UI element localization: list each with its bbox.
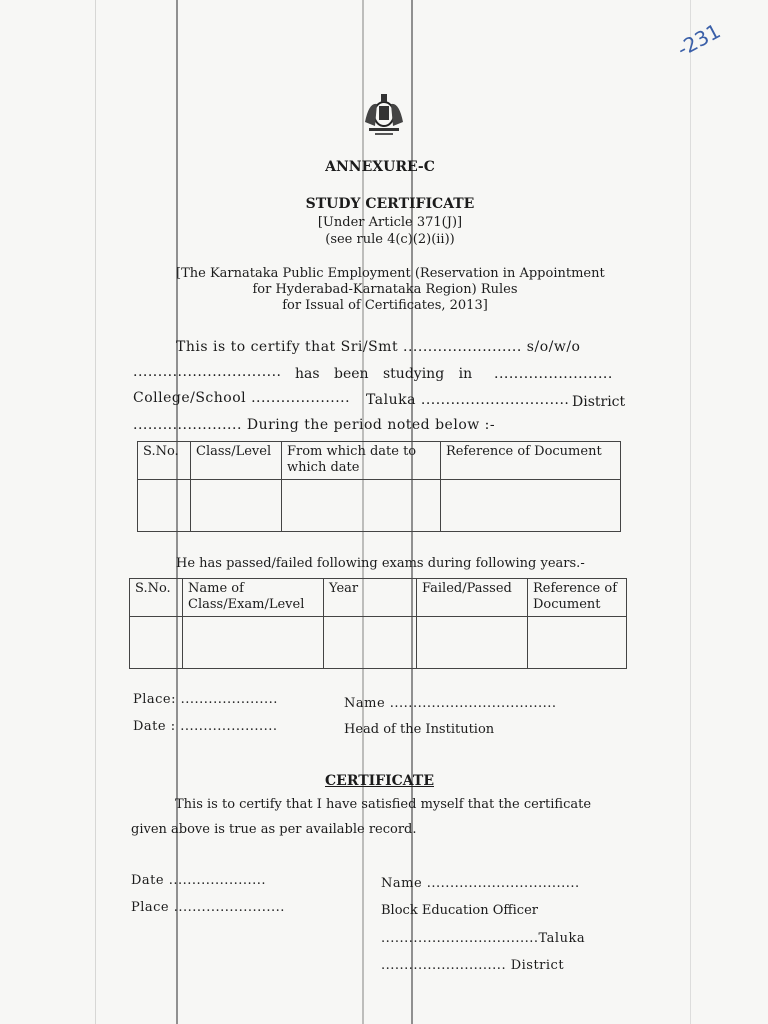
table1-cell [441,479,621,531]
block-education-officer-label: Block Education Officer [381,903,538,918]
scan-line [95,0,96,1024]
article-reference: [Under Article 371(J)] [317,215,463,230]
scan-line [690,0,691,1024]
name-field: Name .................................... [344,696,557,711]
officer-place-field: Place ........................ [131,900,285,915]
table2-cell [528,616,627,668]
certify-line-3a: College/School .................... [133,390,351,406]
table1-cell [282,479,441,531]
table2-cell [417,616,528,668]
taluka-field: ..................................Taluka [381,931,586,946]
certificate-heading: CERTIFICATE [325,773,434,789]
certify-line-2b: has been studying in [295,366,473,382]
table2-cell [324,616,417,668]
table2-header-reference: Reference of Document [528,579,627,617]
rules-line-1: [The Karnataka Public Employment (Reservation in Appointment [176,266,605,281]
certify-line-3c: District [572,394,626,410]
officer-name-field: Name ................................. [381,876,580,891]
study-period-table [137,441,621,532]
table1-header-sno: S.No. [138,442,191,480]
table2-cell [130,616,183,668]
table2-header-status: Failed/Passed [417,579,528,617]
certificate-line-2: given above is true as per available record. [131,822,417,837]
table2-header-name: Name of Class/Exam/Level [183,579,324,617]
head-of-institution-label: Head of the Institution [344,722,495,737]
place-field: Place: ..................... [133,692,278,707]
certify-line-2a: .............................. [133,364,282,380]
table1-cell [138,479,191,531]
table2-cell [183,616,324,668]
rules-line-3: for Issual of Certificates, 2013] [282,298,488,313]
date-field: Date : ..................... [133,719,278,734]
handwritten-page-number: -231 [673,18,725,62]
rule-reference: (see rule 4(c)(2)(ii)) [325,232,455,247]
annexure-heading: ANNEXURE-C [325,159,435,175]
document-title: STUDY CERTIFICATE [305,196,475,212]
table1-cell [191,479,282,531]
table1-header-date: From which date to which date [282,442,441,480]
certify-line-4: ...................... During the period noted below :- [133,417,496,433]
table2-header-sno: S.No. [130,579,183,617]
rules-line-2: for Hyderabad-Karnataka Region) Rules [252,282,518,297]
exam-results-table [129,578,627,669]
exam-statement: He has passed/failed following exams during following years.- [176,556,585,571]
karnataka-emblem-icon [359,92,409,138]
certify-line-2c: ........................ [494,366,613,382]
certificate-line-1: This is to certify that I have satisfied myself that the certificate [175,797,592,812]
certify-line-3b: Taluka .............................. [366,392,570,408]
table2-header-year: Year [324,579,417,617]
officer-date-field: Date ..................... [131,873,267,888]
table1-header-class: Class/Level [191,442,282,480]
certify-line-1: This is to certify that Sri/Smt ........................ s/o/w/o [176,339,581,355]
district-field: ........................... District [381,958,565,973]
table1-header-reference: Reference of Document [441,442,621,480]
